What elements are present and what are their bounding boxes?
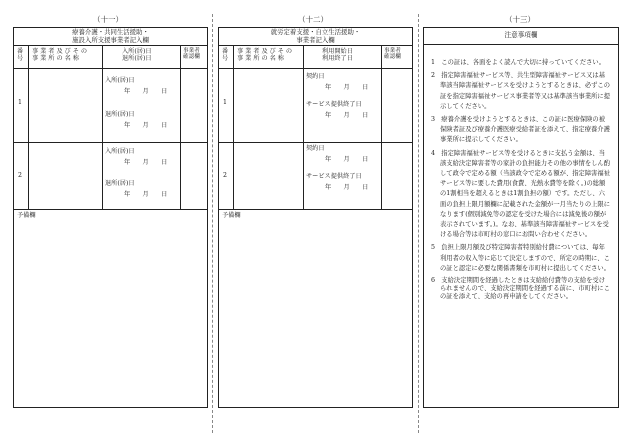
page-number-12: （十二） — [298, 15, 328, 24]
exit-date-label: 退所(居)日 — [105, 111, 135, 118]
page-number-13: （十三） — [505, 15, 535, 24]
service-end-date-label: サービス提供終了日 — [306, 101, 362, 108]
header-business-name: 事 業 者 及 び そ の 事 業 所 の 名 称 — [32, 48, 88, 63]
header-business-name: 事 業 者 及 び そ の 事 業 所 の 名 称 — [237, 48, 293, 63]
reserve-field-label: 予備欄 — [17, 212, 36, 219]
entry-date-label: 入所(居)日 — [105, 148, 135, 155]
note-item: 3 療養介護を受けようとするときは、この証に医療保険の被保険者証及び療養介護医療受給者証を添えて、指定療養介護事業所に提示してください。 — [431, 116, 610, 144]
note-item: 4 指定障害福祉サービス等を受けるときに支払う金額は、当該支給決定障害者等の家計の負担能力その他の事情をしん酌して政令で定める額（当該政令で定める額が、指定障害福祉サービス等に要した費用(食費、光熱水費等を除く。)の総額の1割相当を超えるときは1割負担の額）です。ただし、六面の負担上限月額欄に記載された金額が一月当たりの上限になります(個別減免等の認定を受けた場合には減免後の額が表示されています。)。なお、基準該当障害福祉サービスを受ける場合等は市町村の窓口にお問い合わせください。 — [431, 149, 611, 239]
table-row — [219, 68, 412, 143]
row-number: 2 — [18, 172, 22, 179]
note-item: 5 負担上限月額及び特定障害者特別給付費については、毎年利用者の収入等に応じて決定しますので、所定の時期に、この証と認定に必要な関係書類を市町村に提出してください。 — [431, 244, 611, 272]
table-row — [14, 142, 207, 210]
table-header — [219, 45, 412, 69]
contract-date-ymd[interactable]: 年 月 日 — [325, 156, 369, 163]
page-number-11: （十一） — [93, 15, 123, 24]
table-header — [14, 45, 207, 69]
table-row — [14, 68, 207, 143]
fold-line — [418, 14, 419, 433]
entry-date-ymd[interactable]: 年 月 日 — [124, 88, 168, 95]
entry-date-ymd[interactable]: 年 月 日 — [124, 159, 168, 166]
notes-title: 注意事項欄 — [424, 28, 618, 45]
header-number: 番 号 — [17, 48, 24, 63]
panel-title: 療養介護・共同生活援助・ 施設入所支援事業者記入欄 — [14, 28, 207, 46]
header-confirm: 事業者 確認欄 — [183, 48, 200, 61]
service-end-date-ymd[interactable]: 年 月 日 — [325, 184, 369, 191]
header-dates: 入所(居)日 退所(居)日 — [122, 48, 152, 63]
contract-date-ymd[interactable]: 年 月 日 — [325, 84, 369, 91]
note-item: 6 支給決定期間を経過したときは支給給付費等の支給を受けられませんので、支給決定期間を経過する前に、市町村にこの証を添えて、支給の再申請をしてください。 — [431, 277, 610, 301]
table-row — [219, 142, 412, 210]
contract-date-label: 契約日 — [306, 73, 325, 80]
header-number: 番 号 — [222, 48, 229, 63]
panel-employment-support — [218, 27, 413, 408]
row-number: 1 — [18, 99, 22, 106]
fold-line — [212, 14, 213, 433]
contract-date-label: 契約日 — [306, 145, 325, 152]
panel-title: 就労定着支援・自立生活援助・ 事業者記入欄 — [219, 28, 412, 46]
panel-notes — [423, 27, 619, 408]
service-end-date-label: サービス提供終了日 — [306, 173, 362, 180]
exit-date-ymd[interactable]: 年 月 日 — [124, 122, 168, 129]
row-number: 1 — [223, 99, 227, 106]
notes-list — [431, 58, 610, 305]
header-confirm: 事業者 確認欄 — [384, 48, 401, 61]
exit-date-label: 退所(居)日 — [105, 180, 135, 187]
service-end-date-ymd[interactable]: 年 月 日 — [325, 112, 369, 119]
exit-date-ymd[interactable]: 年 月 日 — [124, 191, 168, 198]
note-item: 1 この証は、各面をよく読んで大切に持っていてください。 — [431, 59, 606, 66]
header-dates: 利用開始日 利用終了日 — [322, 48, 353, 63]
entry-date-label: 入所(居)日 — [105, 77, 135, 84]
reserve-field-label: 予備欄 — [222, 212, 241, 219]
row-number: 2 — [223, 172, 227, 179]
note-item: 2 指定障害福祉サービス等、共生型障害福祉サービス又は基準該当障害福祉サービスを受けようとするときは、必ずこの証を指定障害福祉サービス事業者等又は基準該当事業所に提示してください。 — [431, 72, 611, 110]
panel-facility-admission — [13, 27, 208, 408]
